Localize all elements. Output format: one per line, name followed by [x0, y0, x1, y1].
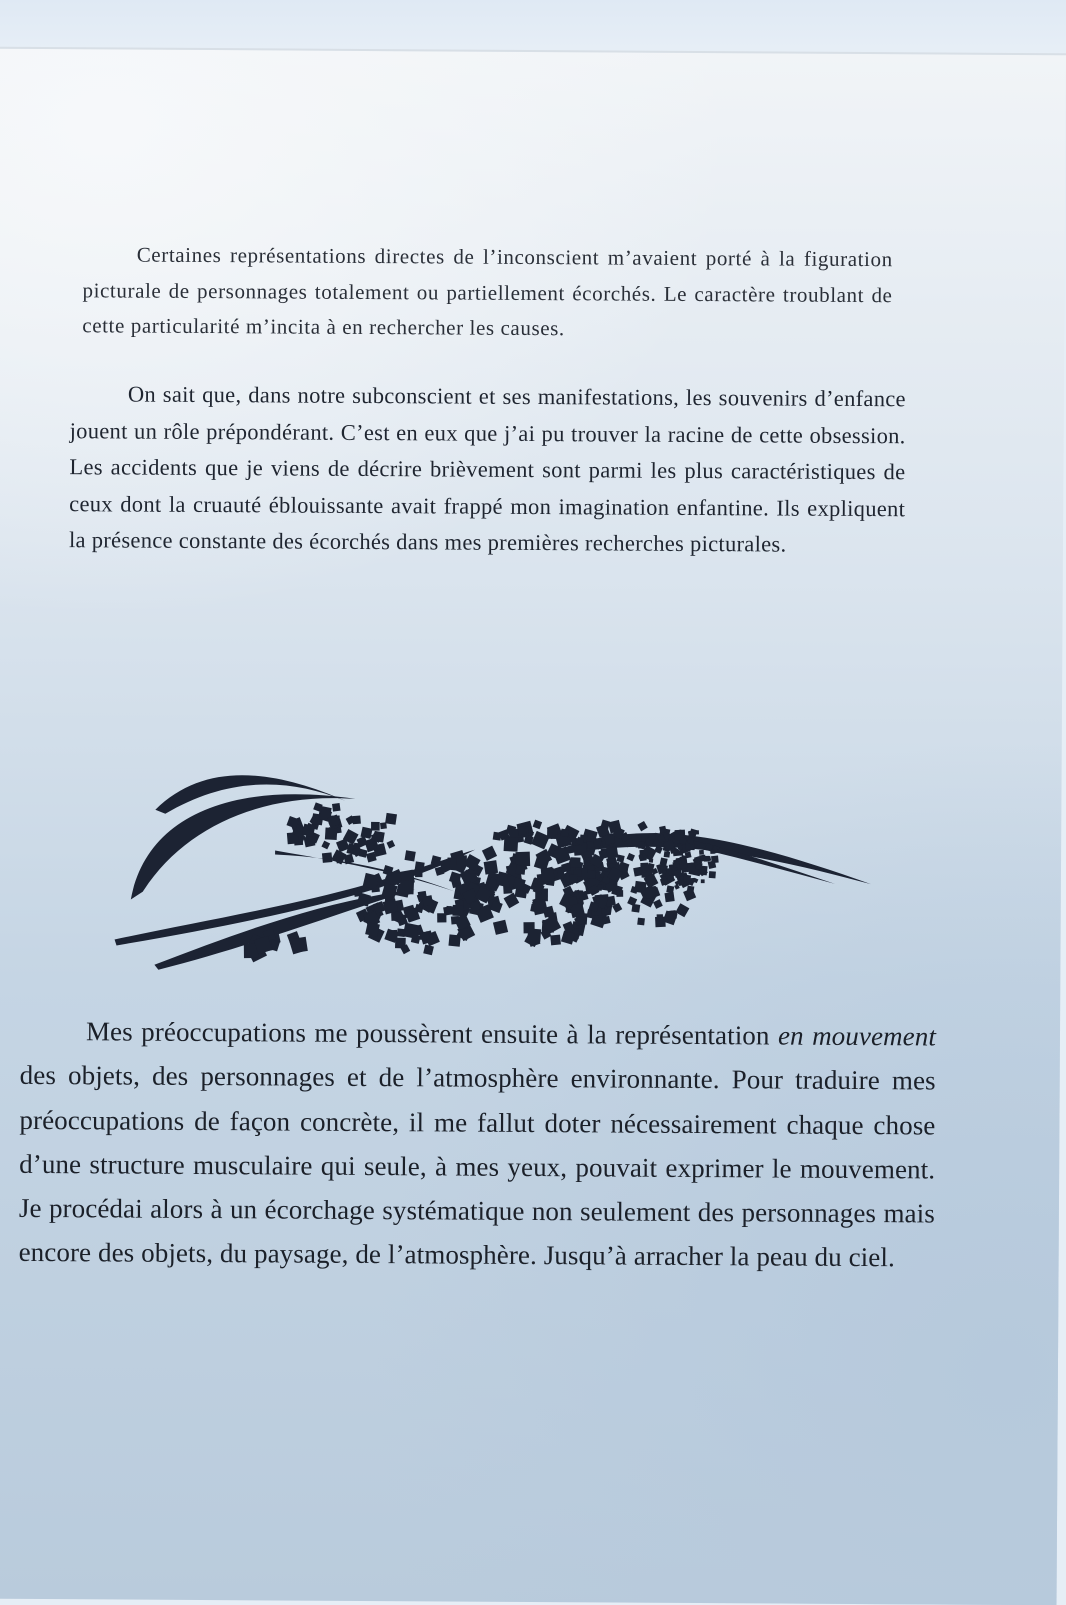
paragraph-2-text: On sait que, dans notre subconscient et ses manifestations, les souvenirs d’enfance jouent un rôle prépondérant. C’est en eux que j’ai pu trouver la racine de cette obsession. Les accidents que je viens de décrire brièvement sont parmi les plus caractéristiques de ceux dont la cruauté éblouissante avait frappé mon imagination enfantine. Ils expliquent la présence constante des écorchés dans mes premières recherches picturales.: [68, 381, 906, 557]
paragraph-1: [82, 237, 893, 348]
paragraph-3-emphasis: en mouvement: [777, 1020, 937, 1052]
paragraph-3-lead: Mes préoccupations me poussèrent ensuite à la représentation: [85, 1016, 770, 1051]
paragraph-1-text: Certaines représentations directes de l’inconscient m’avaient porté à la figuration picturale de personnages totalement ou partiellement écorchés. Le caractère troublant de cette particularité m’incita à en rechercher les causes.: [82, 242, 893, 341]
paragraph-3: [19, 1009, 937, 1280]
book-page: [0, 47, 1066, 1605]
paragraph-3-rest: des objets, des personnages et de l’atmosphère environnante. Pour traduire mes préoccupations de façon concrète, il me fallut doter nécessairement chaque chose d’une structure musculaire qui seule, à mes yeux, pouvait exprimer le mouvement. Je procédai alors à un écorchage systématique non seulement des personnages mais encore des objets, du paysage, de l’atmosphère. Jusqu’à arracher la peau du ciel.: [18, 1060, 936, 1273]
paragraph-2: [69, 376, 906, 564]
flayed-sky-ornament-icon: [94, 749, 885, 994]
